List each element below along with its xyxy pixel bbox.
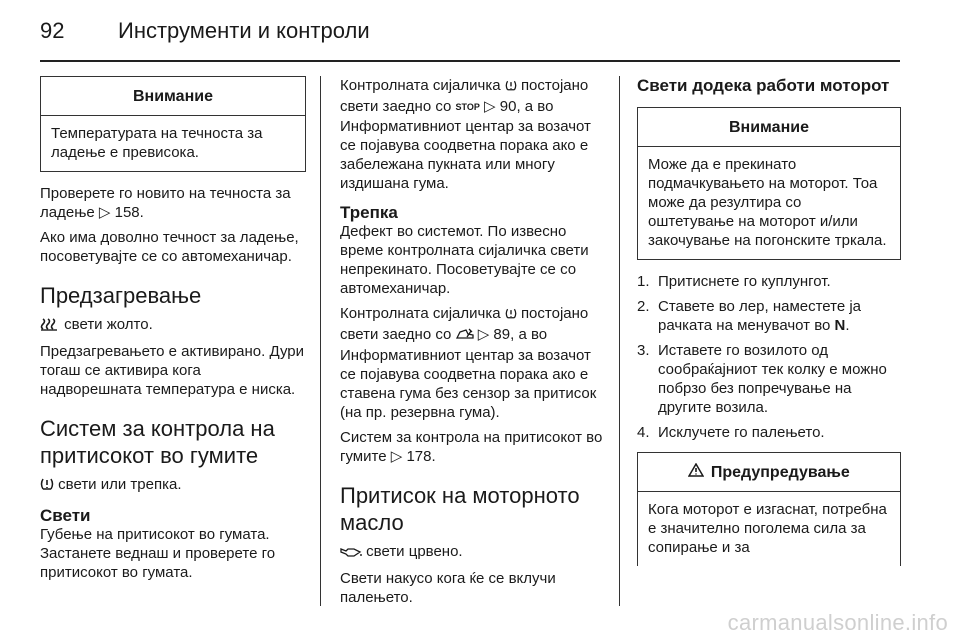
section-heading-preheat: Предзагревање bbox=[40, 283, 202, 308]
tire-pressure-icon bbox=[505, 306, 517, 325]
header-rule bbox=[40, 60, 900, 62]
page-title: Инструменти и контроли bbox=[118, 18, 370, 43]
paragraph: Контролната сијаличка постојано свети заедно со STOP ▷ 90, а во Информативниот центар за возачот се појавува соодветна порака ако е забележана пукната или многу издишана гума. bbox=[340, 77, 591, 192]
section-heading-oil: Притисок на моторното масло bbox=[340, 483, 580, 535]
notice-text: Температурата на течноста за ладење е превисока. bbox=[51, 125, 263, 161]
list-item: 4. Исклучете го палењето. bbox=[637, 424, 825, 441]
page-ref-icon: ▷ bbox=[477, 326, 490, 343]
column-divider bbox=[619, 76, 620, 606]
notice-box bbox=[637, 107, 901, 260]
tire-pressure-icon bbox=[505, 78, 517, 97]
warning-text: Кога моторот е изгаснат, потребна е значително поголема сила за сопирање и за bbox=[648, 501, 887, 556]
subheading-engine-running: Свети додека работи моторот bbox=[637, 76, 890, 95]
notice-box bbox=[40, 76, 306, 172]
page-ref-icon: ▷ bbox=[390, 448, 403, 465]
paragraph: Губење на притисокот во гумата. Застанете веднаш и проверете го притисокот во гумата. bbox=[40, 526, 276, 581]
warning-box bbox=[637, 452, 901, 566]
paragraph: Ако има доволно течност за ладење, посоветувајте се со автомеханичар. bbox=[40, 229, 299, 265]
paragraph: Свети накусо кога ќе се вклучи палењето. bbox=[340, 570, 556, 606]
oil-can-icon bbox=[340, 544, 362, 563]
paragraph: свети или трепка. bbox=[40, 475, 306, 496]
paragraph: Систем за контрола на притисокот во гумите ▷ 178. bbox=[340, 429, 603, 465]
stop-icon: STOP bbox=[455, 102, 480, 112]
car-service-icon bbox=[456, 327, 474, 346]
warning-title: Предупредување bbox=[638, 453, 900, 492]
glow-plug-icon bbox=[40, 317, 60, 336]
paragraph: свети жолто. bbox=[40, 315, 306, 336]
paragraph: Дефект во системот. По извесно време контролната сијаличка свети непрекинато. Посоветувајте се со автомеханичар. bbox=[340, 223, 589, 297]
subheading-flash: Трепка bbox=[340, 203, 398, 222]
paragraph: Проверете го новито на течноста за ладење ▷ 158. bbox=[40, 185, 291, 221]
watermark: carmanualsonline.info bbox=[727, 610, 948, 635]
page-number: 92 bbox=[40, 18, 65, 43]
notice-title: Внимание bbox=[41, 77, 305, 116]
section-heading-tpms: Систем за контрола на притисокот во гумите bbox=[40, 416, 275, 468]
column-2 bbox=[340, 76, 606, 613]
list-item: 3. Иставете го возилото од сообраќајниот тек колку е можно побрзо без попречување на другите возила. bbox=[637, 342, 887, 416]
subheading-lit: Свети bbox=[40, 506, 91, 525]
steps-list bbox=[637, 272, 901, 442]
warning-triangle-icon bbox=[688, 465, 708, 480]
paragraph: Контролната сијаличка постојано свети заедно со ▷ 89, а во Информативниот центар за возачот се појавува соодветна порака ако е ставена гума без сензор за притисок (на пр. резервна гума). bbox=[340, 305, 597, 421]
list-item: 1. Притиснете го куплунгот. bbox=[637, 273, 831, 290]
column-1 bbox=[40, 76, 306, 588]
column-3 bbox=[637, 76, 901, 566]
notice-title: Внимание bbox=[638, 108, 900, 147]
paragraph: Предзагревањето е активирано. Дури тогаш се активира кога надворешната температура е ниска. bbox=[40, 343, 305, 398]
notice-text: Може да е прекинато подмачкувањето на моторот. Тоа може да резултира со оштетување на моторот и/или закочување на погонските тркала. bbox=[648, 156, 887, 249]
list-item: 2. Ставете во лер, наместете ја рачката на менувачот во N. bbox=[637, 298, 862, 334]
tire-pressure-icon bbox=[40, 477, 54, 496]
column-divider bbox=[320, 76, 321, 606]
paragraph: свети црвено. bbox=[340, 542, 606, 563]
page-ref-icon: ▷ bbox=[98, 204, 111, 221]
page-header bbox=[40, 18, 370, 44]
page-ref-icon: ▷ bbox=[484, 98, 496, 115]
